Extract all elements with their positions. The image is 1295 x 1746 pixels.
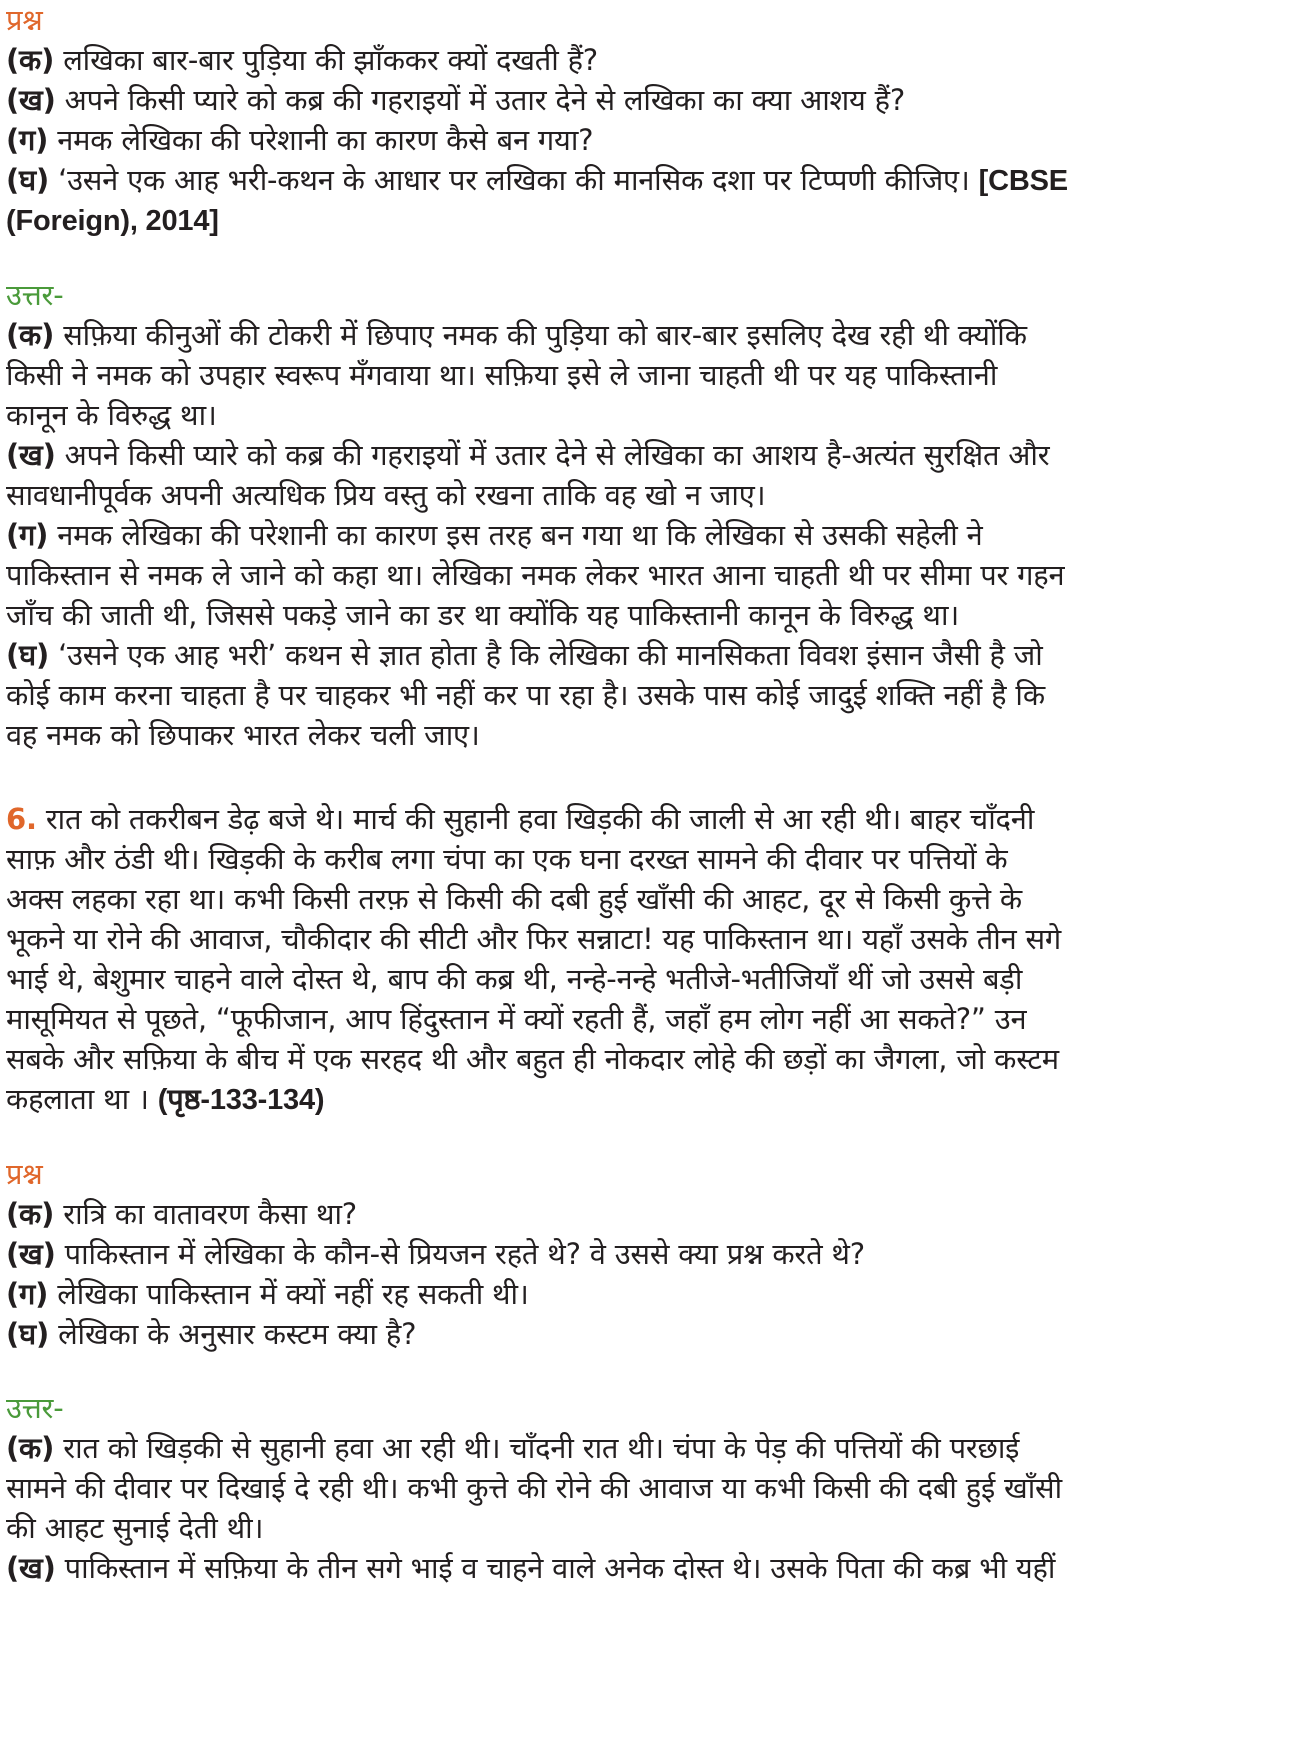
question-text: लखिका बार-बार पुड़िया की झाँककर क्यों दखती हैं?: [54, 43, 598, 77]
answer-line: किसी ने नमक को उपहार स्वरूप मँगवाया था। सफ़िया इसे ले जाना चाहती थी पर यह पाकिस्तानी: [6, 358, 998, 392]
passage-line: भूकने या रोने की आवाज, चौकीदार की सीटी और फिर सन्नाटा! यह पाकिस्तान था। यहाँ उसके तीन सगे: [6, 922, 1062, 956]
answer-text: ‘उसने एक आह भरी’ कथन से ज्ञात होता है कि लेखिका की मानसिकता विवश इंसान जैसी है जो: [49, 638, 1043, 672]
question-ka-2: [6, 1194, 1289, 1234]
answer-line: सावधानीपूर्वक अपनी अत्यधिक प्रिय वस्तु को रखना ताकि वह खो न जाए।: [6, 478, 766, 512]
answer-line: सामने की दीवार पर दिखाई दे रही थी। कभी कुत्ते की रोने की आवाज या कभी किसी की दबी हुई खाँसी: [6, 1471, 1062, 1505]
answer-line: वह नमक को छिपाकर भारत लेकर चली जाए।: [6, 718, 480, 752]
question-label: (घ): [6, 163, 50, 197]
source-citation: [CBSE: [978, 165, 1068, 197]
answer-line: जाँच की जाती थी, जिससे पकड़े जाने का डर था क्योंकि यह पाकिस्तानी कानून के विरुद्ध था।: [6, 598, 960, 632]
question-text: पाकिस्तान में लेखिका के कौन-से प्रियजन रहते थे? वे उससे क्या प्रश्न करते थे?: [55, 1237, 865, 1271]
answer-label: (ग): [6, 518, 49, 552]
passage-number: 6.: [6, 802, 37, 836]
question-gha: [6, 160, 1289, 201]
question-heading-2: प्रश्न: [6, 1157, 43, 1191]
answer-ka-2: [6, 1428, 1289, 1468]
question-label: (ख): [6, 1237, 56, 1271]
page-reference: (पृष्ठ-133-134): [157, 1084, 325, 1116]
question-kha: [6, 80, 1289, 120]
question-label: (घ): [6, 1317, 50, 1351]
question-ga: [6, 120, 1289, 160]
question-text: लेखिका पाकिस्तान में क्यों नहीं रह सकती थी।: [48, 1277, 529, 1311]
question-heading: प्रश्न: [6, 3, 43, 37]
question-label: (ग): [6, 123, 49, 157]
answer-text: रात को खिड़की से सुहानी हवा आ रही थी। चाँदनी रात थी। चंपा के पेड़ की पत्तियों की परछाई: [54, 1431, 1020, 1465]
answer-label: (ख): [6, 1551, 56, 1585]
answer-line: कोई काम करना चाहता है पर चाहकर भी नहीं कर पा रहा है। उसके पास कोई जादुई शक्ति नहीं है कि: [6, 678, 1045, 712]
passage-text: रात को तकरीबन डेढ़ बजे थे। मार्च की सुहानी हवा खिड़की की जाली से आ रही थी। बाहर चाँदनी: [36, 802, 1035, 836]
question-label: (ग): [6, 1277, 49, 1311]
answer-ka: [6, 315, 1289, 355]
question-ka: [6, 40, 1289, 80]
passage-6: [6, 799, 1289, 839]
question-text: लेखिका के अनुसार कस्टम क्या है?: [49, 1317, 417, 1351]
question-label: (क): [6, 1197, 55, 1231]
answer-text: सफ़िया कीनुओं की टोकरी में छिपाए नमक की पुड़िया को बार-बार इसलिए देख रही थी क्योंकि: [54, 318, 1027, 352]
answer-label: (क): [6, 318, 55, 352]
question-kha-2: [6, 1234, 1289, 1274]
answer-line: पाकिस्तान से नमक ले जाने को कहा था। लेखिका नमक लेकर भारत आना चाहती थी पर सीमा पर गहन: [6, 558, 1065, 592]
answer-text: पाकिस्तान में सफ़िया के तीन सगे भाई व चाहने वाले अनेक दोस्त थे। उसके पिता की कब्र भी यहीं: [55, 1551, 1056, 1585]
question-gha-2: [6, 1314, 1289, 1354]
question-text: ‘उसने एक आह भरी-कथन के आधार पर लखिका की मानसिक दशा पर टिप्पणी कीजिए।: [49, 163, 979, 197]
answer-kha-2: [6, 1548, 1289, 1588]
passage-line: सबके और सफ़िया के बीच में एक सरहद थी और बहुत ही नोकदार लोहे की छड़ों का जैगला, जो कस्टम: [6, 1042, 1059, 1076]
passage-line: साफ़ और ठंडी थी। खिड़की के करीब लगा चंपा का एक घना दरख्त सामने की दीवार पर पत्तियों के: [6, 842, 1008, 876]
passage-line-last: [6, 1079, 1289, 1120]
answer-label: (घ): [6, 638, 50, 672]
answer-gha: [6, 635, 1289, 675]
answer-label: (क): [6, 1431, 55, 1465]
answer-text: अपने किसी प्यारे को कब्र की गहराइयों में उतार देने से लेखिका का आशय है-अत्यंत सुरक्षित और: [55, 438, 1050, 472]
question-text: नमक लेखिका की परेशानी का कारण कैसे बन गया?: [48, 123, 594, 157]
answer-kha: [6, 435, 1289, 475]
passage-line: अक्स लहका रहा था। कभी किसी तरफ़ से किसी की दबी हुई खाँसी की आहट, दूर से किसी कुत्ते के: [6, 882, 1022, 916]
passage-line: भाई थे, बेशुमार चाहने वाले दोस्त थे, बाप की कब्र थी, नन्हे-नन्हे भतीजे-भतीजियाँ थीं जो उससे बड़ी: [6, 962, 1023, 996]
answer-heading: उत्तर-: [6, 278, 64, 312]
answer-label: (ख): [6, 438, 56, 472]
answer-line: की आहट सुनाई देती थी।: [6, 1511, 264, 1545]
passage-text: कहलाता था ।: [6, 1082, 158, 1116]
answer-text: नमक लेखिका की परेशानी का कारण इस तरह बन गया था कि लेखिका से उसकी सहेली ने: [48, 518, 983, 552]
source-citation-cont: (Foreign), 2014]: [6, 205, 219, 237]
answer-line: कानून के विरुद्ध था।: [6, 398, 217, 432]
answer-heading-2: उत्तर-: [6, 1391, 64, 1425]
question-label: (ख): [6, 83, 56, 117]
passage-line: मासूमियत से पूछते, “फूफीजान, आप हिंदुस्तान में क्यों रहती हैं, जहाँ हम लोग नहीं आ सकते?” उन: [6, 1002, 1027, 1036]
question-ga-2: [6, 1274, 1289, 1314]
question-label: (क): [6, 43, 55, 77]
question-text: अपने किसी प्यारे को कब्र की गहराइयों में उतार देने से लखिका का क्या आशय हैं?: [55, 83, 906, 117]
question-text: रात्रि का वातावरण कैसा था?: [54, 1197, 358, 1231]
answer-ga: [6, 515, 1289, 555]
